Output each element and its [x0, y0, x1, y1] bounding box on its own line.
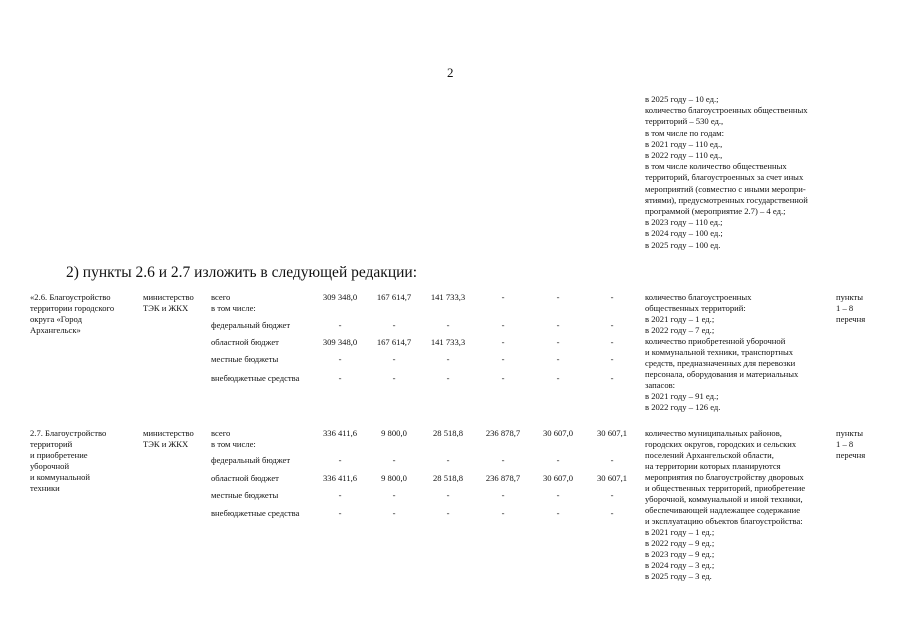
value-cell: - — [556, 490, 560, 500]
value-cell: - — [610, 490, 614, 500]
continuation-line: в 2025 году – 10 ед.; — [645, 94, 719, 104]
section-heading: 2) пункты 2.6 и 2.7 изложить в следующей редакции: — [66, 264, 418, 281]
continuation-line: мероприятий (совместно с иными меропри- — [645, 183, 806, 194]
value-cell: 30 607,0 — [542, 473, 574, 483]
funding-source: федеральный бюджет — [211, 455, 291, 465]
value-cell: - — [338, 508, 342, 518]
value-cell: - — [610, 508, 614, 518]
value-cell: 309 348,0 — [322, 292, 358, 302]
value-cell: - — [446, 320, 450, 330]
value-cell: - — [610, 337, 614, 347]
continuation-line: в 2022 году – 110 ед., — [645, 150, 723, 161]
value-cell: - — [556, 508, 560, 518]
value-cell: - — [556, 455, 560, 465]
value-cell: 141 733,3 — [430, 337, 466, 347]
value-cell: 30 607,0 — [542, 428, 574, 438]
value-cell: 28 518,8 — [432, 428, 464, 438]
value-cell: - — [556, 292, 560, 302]
value-cell: - — [501, 455, 505, 465]
value-cell: 309 348,0 — [322, 337, 358, 347]
value-cell: - — [610, 373, 614, 383]
value-cell: 9 800,0 — [381, 428, 407, 438]
value-cell: - — [338, 455, 342, 465]
continuation-line: в 2021 году – 110 ед., — [645, 138, 723, 149]
continuation-line: в 2024 году – 100 ед.; — [645, 228, 723, 239]
value-cell: 336 411,6 — [322, 428, 358, 438]
value-cell: - — [501, 292, 505, 302]
value-cell: - — [392, 354, 396, 364]
continuation-line: территорий – 530 ед., — [645, 116, 724, 127]
value-cell: 30 607,1 — [596, 473, 628, 483]
value-cell: - — [556, 373, 560, 383]
funding-source: областной бюджет — [211, 337, 279, 347]
funding-source: местные бюджеты — [211, 354, 279, 364]
value-cell: 236 878,7 — [485, 428, 521, 438]
value-cell: - — [338, 490, 342, 500]
value-cell: - — [446, 354, 450, 364]
value-cell: - — [392, 490, 396, 500]
continuation-line: ятиями), предусмотренных государственной — [645, 194, 808, 205]
event-name: 2.7. Благоустройство территорий и приобретение уборочной и коммунальной техники — [30, 428, 107, 493]
continuation-line: в 2023 году – 110 ед.; — [645, 217, 723, 228]
continuation-line: программой (мероприятие 2.7) – 4 ед.; — [645, 206, 786, 217]
continuation-line: территорий, благоустроенных за счет иных — [645, 172, 804, 183]
value-cell: 236 878,7 — [485, 473, 521, 483]
funding-source: областной бюджет — [211, 473, 279, 483]
value-cell: - — [446, 508, 450, 518]
value-cell: - — [610, 354, 614, 364]
funding-source: внебюджетные средства — [211, 508, 300, 518]
value-cell: 30 607,1 — [596, 428, 628, 438]
result-indicator: количество муниципальных районов, городских округов, городских и сельских поселений Архангельской области, на территории которых планируются мероприятия по благоустройству дворовых и общественных территорий, приобретение уборочной, коммунальной и иной техники, обеспечивающей надлежащее содержание и эксплуатацию объектов благоустройства: в 2021 году – 1 ед.; в 2022 году – 9 ед.; в 2023 году – 9 ед.; в 2024 году – 3 ед.; в 2025 году – 3 ед. — [645, 428, 806, 581]
continuation-line: количество благоустроенных общественных — [645, 105, 808, 116]
value-cell: - — [556, 354, 560, 364]
value-cell: - — [556, 337, 560, 347]
value-cell: - — [338, 373, 342, 383]
value-cell: - — [610, 455, 614, 465]
value-cell: - — [501, 320, 505, 330]
list-reference: пункты 1 – 8 перечня — [836, 292, 866, 324]
value-cell: 167 614,7 — [376, 337, 412, 347]
value-cell: - — [392, 373, 396, 383]
continuation-line: в том числе количество общественных — [645, 161, 787, 172]
value-cell: - — [610, 292, 614, 302]
funding-source: всего в том числе: — [211, 292, 256, 313]
page-number: 2 — [447, 65, 454, 80]
value-cell: 28 518,8 — [432, 473, 464, 483]
continuation-line: в 2025 году – 100 ед. — [645, 239, 721, 250]
value-cell: 9 800,0 — [381, 473, 407, 483]
value-cell: - — [501, 354, 505, 364]
executor: министерство ТЭК и ЖКХ — [143, 428, 194, 449]
value-cell: - — [556, 320, 560, 330]
funding-source: внебюджетные средства — [211, 373, 300, 383]
continuation-line: в том числе по годам: — [645, 127, 724, 138]
continuation-block — [645, 94, 808, 251]
value-cell: - — [446, 373, 450, 383]
value-cell: - — [392, 508, 396, 518]
value-cell: - — [501, 337, 505, 347]
value-cell: - — [338, 354, 342, 364]
funding-source: местные бюджеты — [211, 490, 279, 500]
value-cell: - — [610, 320, 614, 330]
value-cell: - — [338, 320, 342, 330]
value-cell: - — [501, 508, 505, 518]
value-cell: - — [446, 455, 450, 465]
funding-source: федеральный бюджет — [211, 320, 291, 330]
value-cell: - — [392, 320, 396, 330]
executor: министерство ТЭК и ЖКХ — [143, 292, 194, 313]
list-reference: пункты 1 – 8 перечня — [836, 428, 866, 460]
value-cell: 336 411,6 — [322, 473, 358, 483]
event-name: «2.6. Благоустройство территории городского округа «Город Архангельск» — [30, 292, 115, 335]
value-cell: 167 614,7 — [376, 292, 412, 302]
value-cell: - — [392, 455, 396, 465]
value-cell: - — [501, 373, 505, 383]
value-cell: - — [446, 490, 450, 500]
value-cell: - — [501, 490, 505, 500]
value-cell: 141 733,3 — [430, 292, 466, 302]
result-indicator: количество благоустроенных общественных территорий: в 2021 году – 1 ед.; в 2022 году – 7 ед.; количество приобретенной уборочной и коммунальной техники, транспортных средств, предназначенных для перевозки персонала, оборудования и материальных запасов: в 2021 году – 91 ед.; в 2022 году – 126 ед. — [645, 292, 799, 412]
funding-source: всего в том числе: — [211, 428, 256, 449]
